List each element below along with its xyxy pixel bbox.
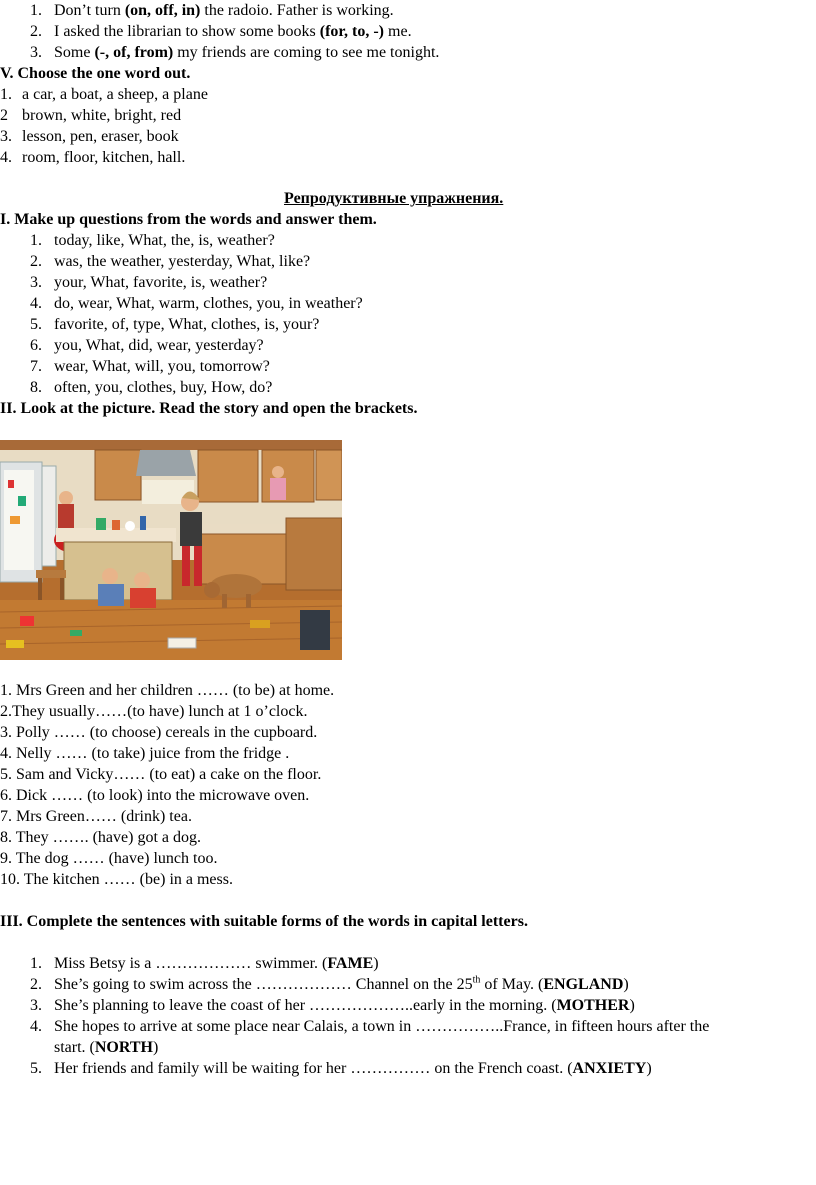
section-1-item: 6. you, What, did, wear, yesterday? — [30, 337, 264, 354]
section-1-item: 3. your, What, favorite, is, weather? — [30, 274, 268, 291]
section-2-item: 3. Polly …… (to choose) cereals in the cupboard. — [0, 724, 318, 741]
section-3-item-continuation: start. (NORTH) — [54, 1039, 159, 1056]
section-3-item: 1. Miss Betsy is a ……………… swimmer. (FAME) — [30, 955, 379, 972]
section-2-title: II. Look at the picture. Read the story and open the brackets. — [0, 400, 418, 417]
section-2-item: 4. Nelly …… (to take) juice from the fridge . — [0, 745, 290, 762]
section-1-item: 4. do, wear, What, warm, clothes, you, in weather? — [30, 295, 363, 312]
section-2-item: 8. They ……. (have) got a dog. — [0, 829, 201, 846]
section-3-item: 4. She hopes to arrive at some place near Calais, a town in ……………..France, in fifteen hours after the — [30, 1018, 710, 1035]
section-2-item: 7. Mrs Green…… (drink) tea. — [0, 808, 192, 825]
section-2-item: 1. Mrs Green and her children …… (to be) at home. — [0, 682, 335, 699]
section-1-item: 1. today, like, What, the, is, weather? — [30, 232, 275, 249]
section-1-item: 8. often, you, clothes, buy, How, do? — [30, 379, 273, 396]
section-2-item: 5. Sam and Vicky…… (to eat) a cake on the floor. — [0, 766, 322, 783]
section-v-item: 1. a car, a boat, a sheep, a plane — [0, 86, 208, 103]
section-v-item: 4. room, floor, kitchen, hall. — [0, 149, 186, 166]
section-1-item: 5. favorite, of, type, What, clothes, is, your? — [30, 316, 320, 333]
section-v-item: 2 brown, white, bright, red — [0, 107, 182, 124]
section-v-title: V. Choose the one word out. — [0, 65, 191, 82]
section-2-item: 9. The dog …… (have) lunch too. — [0, 850, 218, 867]
section-1-item: 2. was, the weather, yesterday, What, like? — [30, 253, 311, 270]
top-list-item: 2. I asked the librarian to show some books (for, to, -) me. — [30, 23, 412, 40]
section-v-item: 3. lesson, pen, eraser, book — [0, 128, 179, 145]
section-2-item: 10. The kitchen …… (be) in a mess. — [0, 871, 233, 888]
top-list-item: 3. Some (-, of, from) my friends are coming to see me tonight. — [30, 44, 440, 61]
section-3-item: 2. She’s going to swim across the ……………… Channel on the 25th of May. (ENGLAND) — [30, 974, 629, 993]
kitchen-picture — [0, 440, 342, 660]
section-3-item: 5. Her friends and family will be waiting for her …………… on the French coast. (ANXIETY) — [30, 1060, 652, 1077]
section-2-item: 6. Dick …… (to look) into the microwave oven. — [0, 787, 310, 804]
section-1-title: I. Make up questions from the words and answer them. — [0, 211, 377, 228]
section-3-item: 3. She’s planning to leave the coast of her ………………..early in the morning. (MOTHER) — [30, 997, 635, 1014]
section-heading: Репродуктивные упражнения. — [284, 190, 504, 207]
top-list-item: 1. Don’t turn (on, off, in) the radoio. Father is working. — [30, 2, 394, 19]
section-1-item: 7. wear, What, will, you, tomorrow? — [30, 358, 270, 375]
section-3-title: III. Complete the sentences with suitable forms of the words in capital letters. — [0, 913, 528, 930]
section-2-item: 2.They usually……(to have) lunch at 1 o’clock. — [0, 703, 308, 720]
